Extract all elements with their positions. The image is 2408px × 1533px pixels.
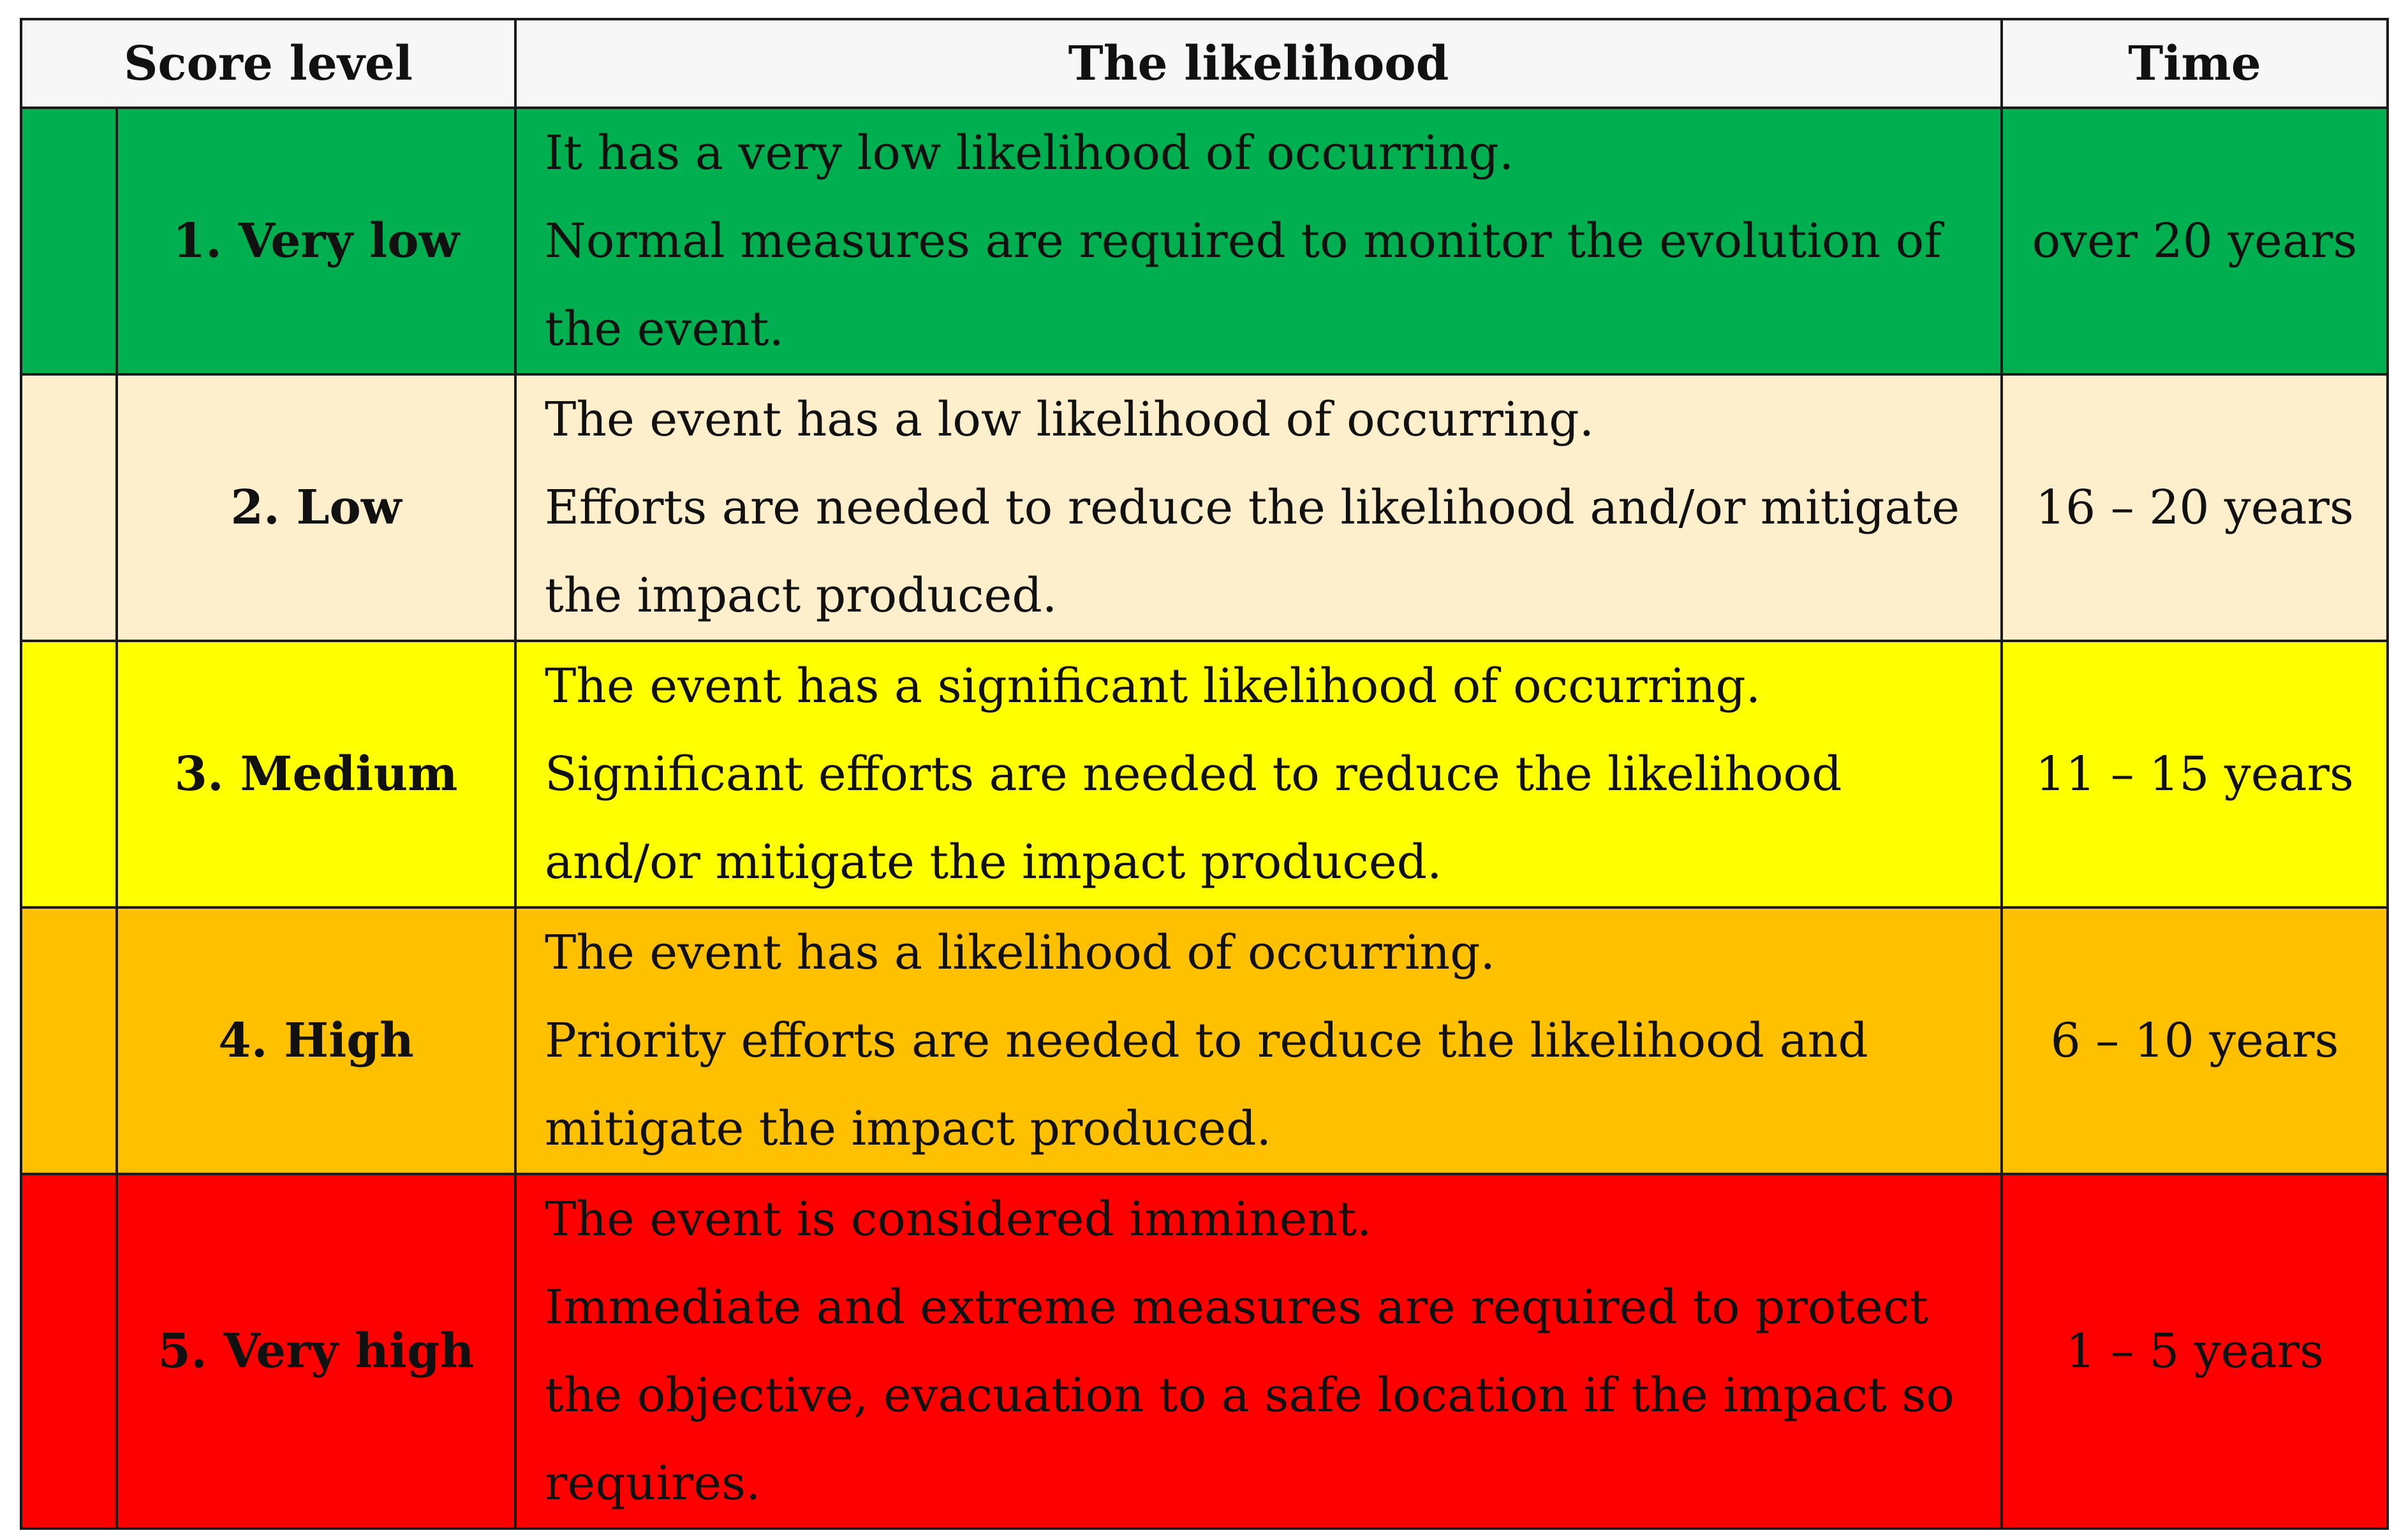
- score-level-cell: 5. Very high: [117, 1174, 515, 1529]
- score-level-cell: 1. Very low: [117, 108, 515, 374]
- row-color-stripe: [21, 108, 117, 374]
- likelihood-description-cell: [515, 641, 2002, 907]
- row-color-stripe: [21, 1174, 117, 1529]
- likelihood-score-table: [20, 18, 2389, 1530]
- description-line: Significant efforts are needed to reduce the likelihood: [545, 747, 1842, 802]
- description-line: the event.: [545, 302, 785, 356]
- description-line: requires.: [545, 1456, 761, 1511]
- description-line: and/or mitigate the impact produced.: [545, 835, 1442, 890]
- table-row: [21, 1174, 2388, 1529]
- table-row: [21, 641, 2388, 907]
- table-row: [21, 374, 2388, 641]
- description-line: The event has a significant likelihood of occurring.: [545, 659, 1761, 714]
- likelihood-description-cell: [515, 108, 2002, 374]
- description-line: The event has a likelihood of occurring.: [545, 925, 1496, 980]
- time-cell: 6 – 10 years: [2002, 907, 2388, 1174]
- likelihood-description-cell: [515, 907, 2002, 1174]
- time-cell: over 20 years: [2002, 108, 2388, 374]
- header-score-level: Score level: [21, 19, 515, 108]
- description-line: Immediate and extreme measures are required to protect: [545, 1280, 1929, 1335]
- description-line: Efforts are needed to reduce the likelihood and/or mitigate: [545, 480, 1960, 535]
- time-cell: 1 – 5 years: [2002, 1174, 2388, 1529]
- header-likelihood: The likelihood: [515, 19, 2002, 108]
- description-line: The event is considered imminent.: [545, 1192, 1372, 1247]
- likelihood-description-cell: [515, 1174, 2002, 1529]
- table-row: [21, 907, 2388, 1174]
- description-line: Priority efforts are needed to reduce the likelihood and: [545, 1013, 1868, 1068]
- description-line: The event has a low likelihood of occurring.: [545, 392, 1595, 447]
- score-level-cell: 2. Low: [117, 374, 515, 641]
- table-row: [21, 108, 2388, 374]
- description-line: the objective, evacuation to a safe location if the impact so: [545, 1368, 1954, 1423]
- row-color-stripe: [21, 641, 117, 907]
- header-time: Time: [2002, 19, 2388, 108]
- description-line: the impact produced.: [545, 568, 1058, 623]
- row-color-stripe: [21, 374, 117, 641]
- score-level-cell: 4. High: [117, 907, 515, 1174]
- description-line: Normal measures are required to monitor the evolution of: [545, 214, 1942, 268]
- header-row: [21, 19, 2388, 108]
- time-cell: 16 – 20 years: [2002, 374, 2388, 641]
- likelihood-description-cell: [515, 374, 2002, 641]
- score-level-cell: 3. Medium: [117, 641, 515, 907]
- time-cell: 11 – 15 years: [2002, 641, 2388, 907]
- likelihood-table-container: [20, 18, 2386, 1530]
- description-line: mitigate the impact produced.: [545, 1101, 1271, 1156]
- description-line: It has a very low likelihood of occurring.: [545, 126, 1514, 180]
- row-color-stripe: [21, 907, 117, 1174]
